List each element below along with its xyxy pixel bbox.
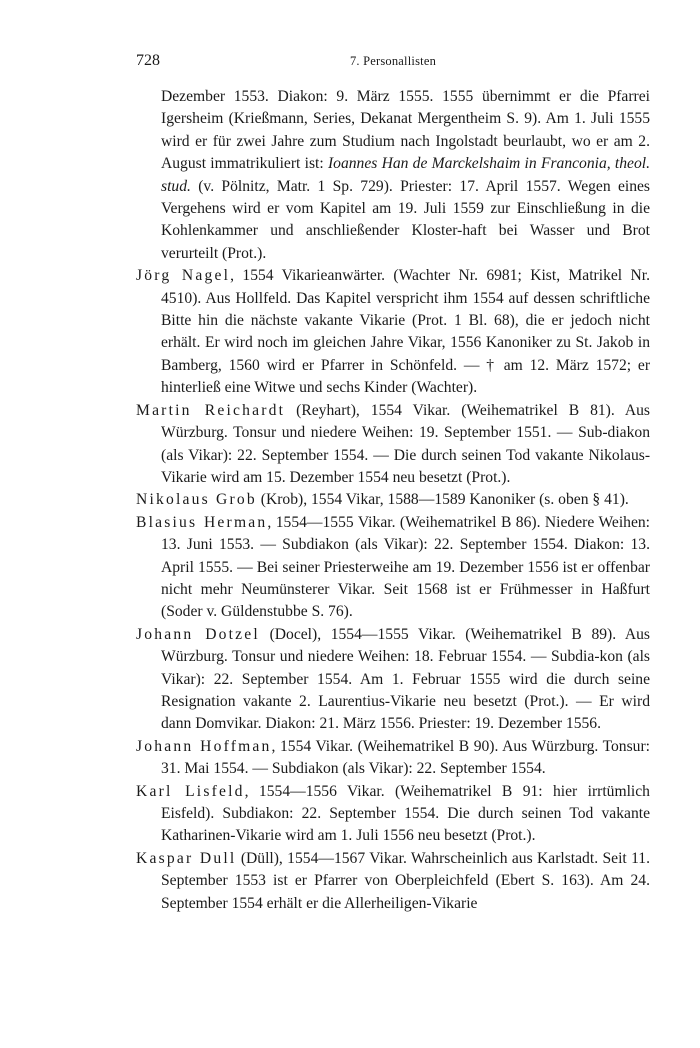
person-name: Karl Lisfeld [136, 782, 245, 800]
latin-quote: Ioannes Han de Marckelshaim in [327, 155, 537, 173]
text-line: (Reyhart), 1554 Vikar. (Weihematrikel B 81). Aus [285, 401, 650, 419]
text-line: (Wachter). [411, 379, 478, 397]
text-line: , 1554—1556 Vikar. (Weihematrikel B 91: hier irrtümlich [244, 782, 650, 800]
text-line: 19. Dezember 1556. [474, 715, 602, 733]
text-line: (Düll), 1554—1567 Vikar. Wahrscheinlich aus Karlstadt. [236, 849, 599, 867]
text-line: Igersheim (Krießmann, Series, Dekanat Mergentheim S. 9). Am 1. Juli [161, 110, 614, 128]
entry-blasius-herman [136, 512, 650, 624]
text-line: Nr. 4510). Aus Hollfeld. Das Kapitel verspricht ihm 1554 auf dessen [161, 267, 650, 307]
text-line: Frühmesser in Haßfurt (Soder v. Güldenstubbe S. 76). [161, 580, 650, 621]
text-line: (v. Pölnitz, Matr. 1 Sp. 729). Priester: 17. April [190, 177, 519, 195]
text-line: 1557. Wegen eines Vergehens wird er vom Kapitel am 19. Juli 1559 [161, 177, 651, 218]
text-line: (Prot.). — Er wird dann Domvikar. Diakon: 21. März 1556. Priester: [161, 692, 650, 733]
text-line: Diakon: 13. April 1555. — Bei seiner Priesterweihe am 19. Dezember [161, 536, 650, 576]
text-line: durch seine Resignation vakante 2. Laurentius-Vikarie neu besetzt [161, 670, 650, 710]
entry-karl-lisfeld [136, 781, 650, 848]
text-line: Weihen: 13. Juni 1553. — Subdiakon (als Vikar): 22. September 1554. [161, 513, 651, 554]
text-line: , 1554—1555 Vikar. (Weihematrikel B 86). Niedere [267, 513, 595, 531]
text-line: Kanoniker zu St. Jakob in Bamberg, 1560 wird er Pfarrer in Schönfeld. [161, 334, 650, 374]
text-line: Würzburg. Tonsur und niedere Weihen: 19. September 1551. — Sub- [161, 424, 608, 442]
text-line: diakon (als Vikar): 22. September 1554. — Die durch seinen Tod [161, 424, 650, 464]
continuation-paragraph [136, 86, 650, 265]
text-line: schriftliche Bitte hin die nächste vakante Vikarie (Prot. 1 Bl. 68), die [161, 289, 650, 330]
text-line: § 41). [592, 491, 629, 509]
text-line: haft bei Wasser und Brot verurteilt (Prot.). [161, 222, 650, 262]
latin-quote: Franconia, theol. stud. [161, 155, 650, 195]
entry-kaspar-dull [136, 848, 650, 915]
text-line: Tonsur: 31. Mai 1554. — Subdiakon (als Vikar): 22. September 1554. [161, 737, 650, 778]
text-line: 1555 wird er für zwei Jahre zum Studium nach Ingolstadt beurlaubt, [161, 110, 650, 150]
text-line: , 1554 Vikar. (Weihematrikel B 90). Aus Würzburg. [271, 737, 599, 755]
person-name: Nikolaus Grob [136, 491, 257, 509]
text-line: vakante Nikolaus-Vikarie wird am 15. Dezember 1554 neu besetzt [161, 446, 651, 486]
text-line: S. 163). Am 24. September 1554 erhält er die Allerheiligen-Vikarie [161, 872, 650, 912]
text-line: — † am 12. März 1572; er hinterließ eine Witwe und sechs Kinder [161, 356, 651, 397]
text-line: Eisfeld). Subdiakon: 22. September 1554. Die durch seinen Tod vakante [161, 805, 650, 822]
entry-nikolaus-grob [136, 489, 650, 511]
text-line: er jedoch nicht erhält. Er wird noch im gleichen Jahre Vikar, 1556 [161, 312, 650, 352]
person-name: Blasius Herman [136, 513, 268, 531]
person-name: Martin Reichardt [136, 401, 286, 419]
entry-johann-hoffman [136, 736, 650, 781]
person-name: Johann Hoffman [136, 737, 272, 755]
text-line: Dezember 1553. Diakon: 9. März 1555. 1555 übernimmt er die Pfarrei [161, 88, 650, 105]
text-line: 1556 ist er offenbar nicht mehr Neumünsterer Vikar. Seit 1568 ist er [161, 558, 650, 598]
text-line: (Prot.). [466, 468, 511, 486]
entry-johann-dotzel [136, 624, 650, 736]
person-name: Johann Dotzel [136, 625, 260, 643]
entry-joerg-nagel [136, 265, 650, 399]
text-line: wo er am 2. August immatrikuliert ist: [161, 132, 650, 173]
person-name: Jörg Nagel [136, 267, 231, 285]
entry-martin-reichardt [136, 400, 650, 490]
text-line: Seit 11. September 1553 ist er Pfarrer von Oberpleichfeld (Ebert [161, 849, 651, 890]
running-head: 7. Personallisten [349, 54, 437, 68]
text-line: kon (als Vikar): 22. September 1554. Am 1. Februar 1555 wird die [161, 648, 650, 688]
text-line: (Docel), 1554—1555 Vikar. (Weihematrikel B 89). Aus [259, 625, 651, 643]
text-line: Katharinen-Vikarie wird am 1. Juli 1556 neu besetzt (Prot.). [161, 827, 536, 845]
page-number: 728 [136, 52, 160, 69]
body-text [136, 86, 650, 915]
text-line: , 1554 Vikarieanwärter. (Wachter Nr. 6981; Kist, Matrikel [230, 267, 623, 285]
text-line: zur Einschließung in die Kohlenkammer und anschließender Kloster- [161, 200, 650, 240]
page-header [136, 52, 650, 74]
text-line: Würzburg. Tonsur und niedere Weihen: 18. Februar 1554. — Subdia- [161, 648, 600, 666]
person-name: Kaspar Dull [136, 849, 237, 867]
text-line: (Krob), 1554 Vikar, 1588—1589 Kanoniker (s. oben [256, 491, 589, 509]
